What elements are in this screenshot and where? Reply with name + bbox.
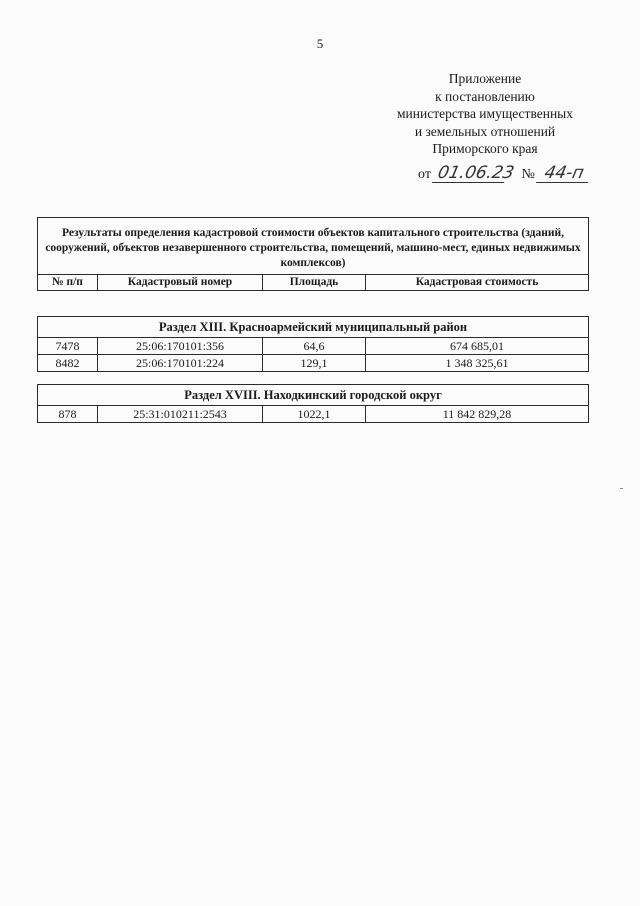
table-row	[38, 355, 589, 372]
cadastral-number: 25:06:170101:224	[98, 355, 263, 372]
cadastral-value: 1 348 325,61	[366, 355, 589, 372]
appendix-line: Приморского края	[432, 141, 538, 156]
appendix-date-line	[418, 164, 590, 183]
appendix-line: к постановлению	[435, 88, 535, 104]
area: 129,1	[263, 355, 366, 372]
results-header-table	[37, 217, 589, 291]
section-table	[37, 384, 589, 423]
appendix-line: и земельных отношений	[414, 123, 556, 139]
section-title: Раздел XIII. Красноармейский муниципальный район	[38, 317, 589, 338]
section-title: Раздел XVIII. Находкинский городской округ	[38, 385, 589, 406]
appendix-block	[380, 70, 590, 158]
column-header-number: № п/п	[38, 275, 98, 291]
row-number: 7478	[38, 338, 98, 355]
date-prefix: от	[418, 167, 431, 182]
row-number: 878	[38, 406, 98, 423]
number-prefix: №	[521, 167, 535, 182]
handwritten-number: 44-п	[536, 164, 592, 183]
cadastral-value: 674 685,01	[366, 338, 589, 355]
row-number: 8482	[38, 355, 98, 372]
cadastral-number: 25:31:010211:2543	[98, 406, 263, 423]
area: 1022,1	[263, 406, 366, 423]
cadastral-number: 25:06:170101:356	[98, 338, 263, 355]
scan-artifact	[620, 488, 623, 489]
appendix-line: министерства имущественных	[397, 106, 573, 121]
page-number: 5	[316, 36, 324, 51]
area: 64,6	[263, 338, 366, 355]
cadastral-value: 11 842 829,28	[366, 406, 589, 423]
table-row	[38, 338, 589, 355]
table-row	[38, 406, 589, 423]
column-header-cadastral-value: Кадастровая стоимость	[366, 275, 589, 291]
column-header-area: Площадь	[263, 275, 366, 291]
column-header-cadastral-number: Кадастровый номер	[98, 275, 263, 291]
section-table	[37, 316, 589, 372]
table-title: Результаты определения кадастровой стоимости объектов капитального строительства (зданий, сооружений, объектов незавершенного строительства, помещений, машино-мест, единых недвижимых комплексов)	[38, 218, 589, 275]
handwritten-date: 01.06.23	[432, 164, 508, 183]
appendix-line: Приложение	[448, 71, 522, 86]
